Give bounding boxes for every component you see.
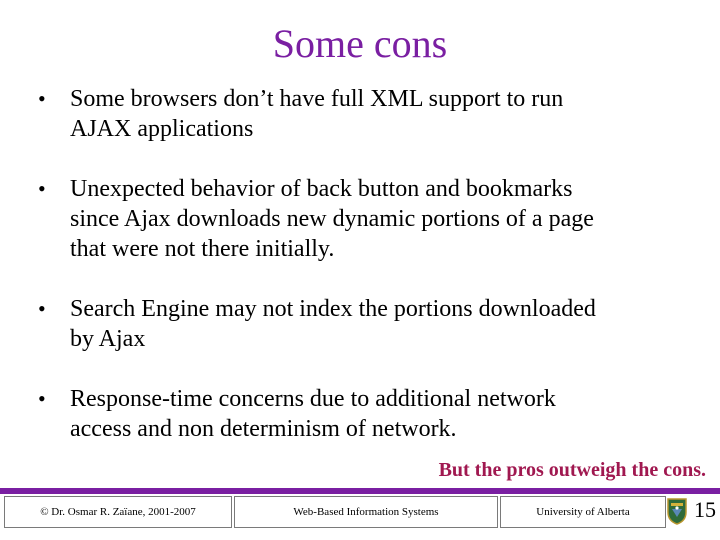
university-crest-icon xyxy=(666,497,688,525)
bullet-item xyxy=(38,384,698,444)
bullet-line: since Ajax downloads new dynamic portions of a page xyxy=(70,206,594,232)
bullet-dot-icon: • xyxy=(38,296,46,321)
footer-divider xyxy=(0,488,720,494)
bullet-line: Response-time concerns due to additional network xyxy=(70,386,556,412)
footer-university xyxy=(500,496,666,528)
bullet-item xyxy=(38,84,698,144)
bullet-item xyxy=(38,174,698,264)
page-number: 15 xyxy=(694,497,716,522)
bullet-line: Search Engine may not index the portions downloaded xyxy=(70,296,596,322)
bullet-dot-icon: • xyxy=(38,86,46,111)
bullet-line: access and non determinism of network. xyxy=(70,416,457,442)
bullet-dot-icon: • xyxy=(38,386,46,411)
bullet-dot-icon: • xyxy=(38,176,46,201)
bullet-line: that were not there initially. xyxy=(70,236,335,262)
footer-copyright xyxy=(4,496,232,528)
bullet-item xyxy=(38,294,698,354)
copyright-text: © Dr. Osmar R. Zaïane, 2001-2007 xyxy=(40,506,196,518)
slide-title: Some cons xyxy=(272,21,448,66)
bullet-line: Some browsers don’t have full XML support to run xyxy=(70,86,564,112)
bullet-list xyxy=(38,84,698,474)
university-name: University of Alberta xyxy=(536,506,630,518)
bullet-line: AJAX applications xyxy=(70,116,254,142)
slide-footer xyxy=(0,484,720,540)
conclusion-text: But the pros outweigh the cons. xyxy=(438,459,706,481)
bullet-line: by Ajax xyxy=(70,326,146,352)
bullet-line: Unexpected behavior of back button and bookmarks xyxy=(70,176,573,202)
footer-course xyxy=(234,496,498,528)
course-title: Web-Based Information Systems xyxy=(293,506,439,518)
